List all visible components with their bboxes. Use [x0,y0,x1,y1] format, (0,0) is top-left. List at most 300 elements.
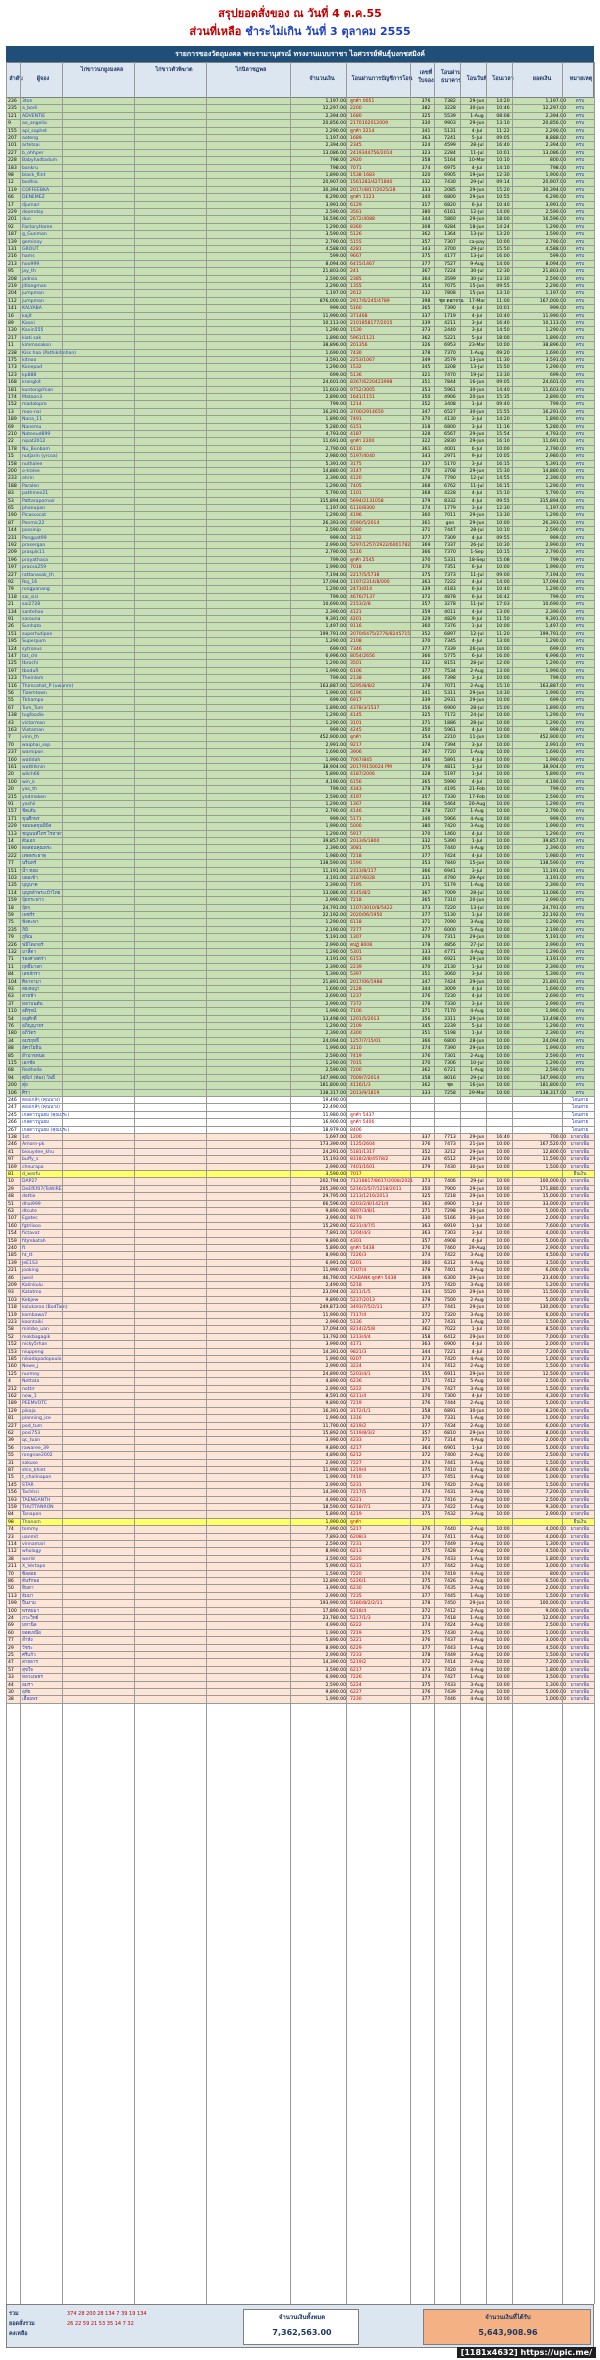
cell-user: jadnsa [22,276,38,282]
cell-d1: 363 [421,1223,431,1229]
cell-d2: ชุด ดอกจาน [439,298,464,304]
cell-st: ครบ [575,284,585,289]
cell-sum: 2,590.00 [325,210,346,215]
cell-user: moo-nai [22,409,41,415]
cell-d1: 371 [421,1209,431,1214]
cell-sum: 5,890.00 [325,1246,346,1251]
cell-amt: 599.00 [549,254,566,260]
table-row [6,1141,594,1148]
cell-d4: 10:00 [496,1542,510,1547]
cell-user: yodmaken [22,794,46,800]
cell-d4: 10:00 [496,802,510,807]
cell-no: 168 [8,380,17,386]
table-row [6,764,594,771]
cell-no: 69 [8,1623,14,1629]
table-row [6,712,594,719]
cell-tr: 9667 [350,254,362,260]
cell-st: ครบ [575,387,585,393]
cell-st: ครบ [575,180,585,186]
cell-d3: 3-Aug [470,1386,484,1392]
cell-d1: 346 [421,816,431,822]
cell-amt: 7,000.00 [545,1334,566,1340]
cell-d2: 7258 [444,1090,456,1096]
cell-d3: 5-Aug [470,927,484,933]
cell-sum: 15,892.00 [322,1431,346,1436]
cell-st: มาอกเพิ่ม [570,1275,590,1281]
cell-user: Roj_16 [22,580,38,585]
table-row [6,120,594,127]
cell-d1: 370 [421,417,431,423]
cell-d3: 29-Jun [469,469,485,474]
cell-sum: 11,603.00 [322,387,346,393]
cell-sum: 12,297.00 [322,106,346,112]
cell-d3: 1-Aug [470,809,484,815]
cell-d1: 378 [421,1268,431,1274]
cell-tr: ลูกค้า 5438 [350,1246,375,1251]
cell-amt: 798.00 [549,165,566,171]
cell-sum: 19,490.00 [322,1098,346,1103]
cell-d1: 371 [421,883,431,889]
cell-d4: 10:00 [496,1253,510,1259]
cell-sum: 1,290.00 [325,831,346,837]
cell-user: sakuso [22,1460,38,1466]
cell-d1: 332 [421,291,431,297]
cell-d4: 10:00 [496,1616,510,1621]
cell-st: ครบ [575,728,585,733]
cell-no: 152 [8,1342,17,1348]
table-row [6,283,594,290]
cell-d3: 6-Jul [471,587,483,593]
cell-d1: 373 [421,1616,431,1621]
cell-d4: 10:00 [496,1608,510,1614]
cell-st: มาอกเพิ่ม [570,1149,590,1155]
table-row [6,1112,594,1119]
cell-no: 112 [8,1549,17,1555]
cell-d3: 29-Jun [469,1157,485,1163]
cell-d4: 10:00 [496,1505,510,1510]
cell-sum: 1,990.00 [325,1009,346,1015]
cell-sum: 1,197.00 [325,506,346,511]
cell-d2: 6312 [444,1260,456,1266]
cell-sum: 8,094.00 [325,261,346,267]
cell-d3: 3-Aug [470,1490,484,1496]
cell-sum: 2,190.00 [325,927,346,933]
cell-d3: 13-Jul [470,254,484,260]
cell-amt: 699.00 [549,372,566,378]
cell-st: ครบ [575,343,585,349]
cell-d1: 365 [421,898,431,904]
cell-d2: 4599 [444,143,456,149]
cell-user: nipat2012 [22,439,46,445]
cell-tr: 3561 [350,210,362,215]
cell-d3: 15-Jun [469,284,485,289]
cell-amt: 38,896.00 [542,343,566,349]
cell-user: อติรุจน์ [22,1009,37,1015]
cell-amt: 11,590.00 [542,1157,566,1163]
table-row [6,394,594,401]
cell-amt: 2,390.00 [545,883,566,889]
cell-st: ครบ [575,1001,585,1007]
cell-d3: 4-Jul [471,779,483,785]
grid-line [290,62,291,2304]
cell-st: มาอกเพิ่ม [570,1579,590,1584]
cell-st: ครบ [575,1024,585,1029]
cell-d3: 3-Jul [471,328,483,334]
cell-no: 227 [8,572,17,578]
cell-sum: 1,890.00 [325,173,346,178]
cell-d1: 339 [421,321,431,326]
cell-d3: 3-Aug [470,1653,484,1658]
cell-tr: 4187/2006 [350,772,375,778]
cell-tr: ลูกค้า 1123 [350,195,375,201]
cell-d3: 4-Jul [471,728,483,733]
cell-sum: 24,291.00 [322,1149,346,1155]
cell-d1: 376 [421,1527,431,1533]
cell-d4: 11:50 [496,617,510,622]
cell-st: ครบ [575,779,585,785]
table-row [6,1008,594,1015]
cell-user: ซิลล่อย [22,1571,37,1577]
cell-user: mimbo_uan [22,1327,49,1333]
cell-st: ครบ [575,306,585,312]
cell-d3: 2-Aug [470,1423,484,1429]
cell-tr: 7410 [350,1475,362,1481]
cell-amt: 2,500.00 [545,1379,566,1385]
cell-tr: 8054/2656 [350,654,375,659]
cell-st: ครบ [575,291,585,297]
cell-d3: 4-Jul [471,165,483,171]
cell-no: 13 [8,409,14,415]
cell-st: มาอกเพิ่ม [570,1209,590,1214]
cell-d3: 4-Aug [470,846,484,852]
cell-user: aoteng [22,136,39,141]
cell-tr: 1367 [350,802,362,807]
cell-sum: 14,390.00 [322,1660,346,1666]
cell-st: มาอกเพิ่ม [570,1349,590,1355]
cell-d2: 7446 [444,1697,456,1703]
cell-st: ครบ [575,261,585,267]
table-row [6,1548,594,1555]
cell-d2: 5539 [444,113,456,119]
cell-amt: 181,800.00 [539,1083,566,1089]
cell-d1: 326 [421,343,431,349]
cell-d3: 28-Jul [470,143,484,149]
cell-user: ht_tt [22,1253,33,1259]
cell-d4: 11:00 [496,298,510,304]
cell-d1: 372 [421,1660,431,1666]
cell-sum: 15,290.00 [322,1223,346,1229]
cell-d4: 10:00 [496,1675,510,1681]
table-row [6,512,594,519]
cell-st: มาอกเพิ่ม [570,1556,590,1562]
cell-d1: 344 [421,987,431,992]
cell-st: มาอกเพิ่ม [570,1135,590,1140]
cell-d3: 29-Jun [469,1016,485,1022]
table-row [6,1504,594,1511]
cell-no: 153 [8,1349,17,1355]
cell-d3: 29-Jun [469,1209,485,1214]
cell-st: มาอกเพิ่ม [570,1416,590,1422]
cell-sum: 8,990.00 [325,1645,346,1651]
cell-d4: 10:00 [496,343,510,349]
cell-d2: 6721 [444,1068,456,1074]
cell-user: pathmex21 [22,491,49,497]
table-row [6,1275,594,1282]
cell-d4: 10:00 [496,1312,510,1318]
cell-no: 104 [8,979,17,985]
cell-st: โอนสาย [571,1120,589,1126]
cell-d2: 7390 [444,306,456,312]
cell-d4: 10:00 [496,1438,510,1444]
table-row [6,261,594,268]
cell-d1: 375 [421,1630,431,1636]
cell-user: prayathasa [22,557,48,563]
cell-no: 4 [8,1379,11,1385]
cell-user: superhutipon [22,631,53,637]
cell-st: มาอกเพิ่ม [570,1305,590,1311]
cell-tr: 7220 [350,1571,362,1577]
cell-d4: 10:00 [496,1556,510,1562]
cell-d3: 28-Jul [470,720,484,726]
cell-d1: 351 [421,1031,431,1037]
cell-user: ล้ำหัง [22,1638,33,1644]
cell-d3: 30-Jun [469,106,485,112]
cell-d1: 371 [421,528,431,534]
cell-amt: 38,904.00 [542,765,566,770]
cell-st: มาอกเพิ่ม [570,1468,590,1473]
cell-d3: 29-Jun [469,1186,485,1192]
cell-tr: 1219/4 [350,1468,367,1473]
cell-user: GROUT [22,247,39,252]
cell-d4: 10:00 [496,1024,510,1029]
cell-sum: 1,197.00 [325,136,346,141]
cell-d4: 11:16 [496,424,510,430]
cell-no: 94 [8,1075,14,1081]
cell-d2: 7320 [444,1312,456,1318]
cell-tr: 2419344756/2014 [350,150,393,156]
cell-amt: 799.00 [549,676,566,682]
cell-user: วัชระ [22,1645,33,1651]
cell-d2: 8332 [444,498,456,504]
cell-no: 86 [8,1579,14,1584]
cell-d3: 29-Jun [469,691,485,696]
cell-st: มาอกเพิ่ม [570,1179,590,1185]
cell-d2: 6900 [444,1342,456,1348]
cell-tr: 8360 [350,224,362,230]
cell-sum: 4,890.00 [325,1453,346,1459]
cell-d1: 361 [421,520,431,526]
cell-amt: 1,500.00 [545,1364,566,1370]
cell-d2: 7401 [444,1268,456,1274]
cell-sum: 1,990.00 [325,1046,346,1052]
cell-no: 10 [8,1179,14,1185]
table-row [6,868,594,875]
cell-amt: 4,000.00 [545,1231,566,1237]
cell-tr: 2672/4088 [350,217,375,223]
cell-sum: 999.00 [329,728,346,733]
cell-st: มาอกเพิ่ม [570,1408,590,1414]
cell-amt: 2,790.00 [545,239,566,245]
cell-d1: 367 [421,750,431,756]
cell-tr: 5136 [350,1320,362,1325]
cell-sum: 5,890.00 [325,1638,346,1644]
cell-d3: 29-Jun [469,432,485,437]
table-row [6,1119,594,1126]
cell-d3: 11-Jul [470,150,484,156]
cell-no: 118 [8,594,17,600]
cell-amt: 2,990.00 [545,543,566,548]
cell-d4: 15:54 [496,432,510,437]
cell-user: Egatec [22,1216,38,1222]
cell-amt: 13,498.00 [542,1016,566,1022]
cell-d4: 10:00 [496,868,510,874]
cell-d3: 10-Mar [468,158,486,164]
cell-user: TAENGANTH [22,1497,51,1503]
cell-sum: 3,191.00 [325,957,346,963]
table-row [6,290,594,297]
cell-sum: 11,191.00 [322,868,346,874]
cell-user: ภวะวิทย์ [22,1616,39,1621]
cell-no: 62 [8,1431,14,1436]
cell-amt: 5,191.00 [545,935,566,941]
table-row [6,979,594,986]
cell-no: 11 [8,343,14,349]
cell-user: ปืนงาม [22,1601,36,1607]
cell-user: black_flint [22,173,46,178]
cell-tr: 4676/7137 [350,594,375,600]
cell-d2: 7844 [444,380,456,386]
cell-user: kiati sak [22,335,42,341]
cell-no: 201 [8,217,17,223]
cell-user: jumpman [22,291,44,297]
cell-sum: 11,990.00 [322,1268,346,1274]
cell-d4: 10:00 [496,720,510,726]
cell-st: ครบ [575,483,585,489]
cell-d1: 337 [421,313,431,319]
cell-user: nutjarin (yrcoa) [22,454,58,460]
table-row [6,1541,594,1548]
cell-d4: 10:00 [496,1349,510,1355]
cell-d1: 375 [421,1468,431,1473]
cell-d3: 1-Jul [471,772,483,778]
cell-d3: 1-Jul [471,964,483,970]
cell-tr: 9752/3005 [350,387,375,393]
cell-tr: 4219 [350,1512,362,1518]
cell-st: มาอกเพิ่ม [570,1164,590,1170]
cell-d2: 7420 [444,1482,456,1488]
cell-no: 29 [8,1186,14,1192]
cell-d2: 7470 [444,372,456,378]
cell-user: sai_sisi [22,594,39,600]
table-row [6,1400,594,1407]
cell-d2: 7309 [444,535,456,541]
cell-user: sytronus [22,646,42,652]
cell-d2: 7390 [444,1046,456,1052]
cell-tr: 1107/3010/8/5422 [350,905,393,911]
cell-d2: 7022 [444,1327,456,1333]
table-row [6,1526,594,1533]
cell-d2: 7412 [444,1364,456,1370]
cell-user: jay_th [22,269,36,275]
cell-st: มาอกเพิ่ม [570,1394,590,1399]
table-row [6,816,594,823]
cell-user: ภิมิ [22,927,29,933]
cell-amt: 4,588.00 [545,247,566,252]
cell-d3: 1-Aug [470,1468,484,1473]
cell-no: 16 [8,313,14,319]
cell-no: 70 [8,742,14,748]
cell-no: 197 [8,668,17,674]
table-row [6,1371,594,1378]
cell-d2: 7430 [444,1164,456,1170]
cell-user: Kiss haa (Pathikitinhan) [22,350,77,356]
cell-tr: 1355 [350,284,362,289]
cell-amt: 4,500.00 [545,1253,566,1259]
cell-d2: 5464 [444,802,456,807]
cell-st: ครบ [575,1090,585,1096]
cell-d2: 3212 [444,1149,456,1155]
cell-user: Pattarapornair [22,498,55,504]
cell-user: สองพญา [22,987,40,992]
cell-d4: 10:00 [496,239,510,245]
cell-d2: 7441 [444,1305,456,1311]
cell-d4: 14:30 [496,691,510,696]
cell-amt: 1,290.00 [545,365,566,371]
cell-user: ตุ๋ย [22,1083,28,1089]
cell-sum: 11,691.00 [322,439,346,445]
cell-d2: 2239 [444,1024,456,1029]
cell-no: 125 [8,661,17,667]
cell-d3: 4-Aug [470,1009,484,1015]
received-amount-label: จำนวนเงินที่ได้รับ [485,2314,531,2321]
cell-amt: 5,280.00 [545,424,566,430]
cell-st: มาอกเพิ่ม [570,1260,590,1266]
cell-tr: 7117/4 [350,1312,367,1318]
table-row [6,912,594,919]
table-row [6,1267,594,1274]
cell-amt: 1,197.00 [545,291,566,297]
table-row [6,1608,594,1615]
cell-d1: 345 [421,365,431,371]
cell-d4: 10:00 [496,1238,510,1244]
cell-no: 43 [8,720,14,726]
cell-sum: 23,780.00 [322,1616,346,1621]
cell-user: Tkhampo [22,698,44,704]
cell-st: มาอกเพิ่ม [570,1186,590,1192]
cell-d4: 10:00 [496,1490,510,1496]
cell-no: 53 [8,498,14,504]
table-row [6,727,594,734]
cell-d1: 363 [421,1342,431,1348]
cell-tr: 4120 [350,476,362,482]
cell-sum: 22,192.00 [322,913,346,918]
cell-d4: 14:00 [496,261,510,267]
cell-no: 181 [8,387,17,393]
table-row [6,1030,594,1037]
cell-user: kolukaroo (BodTam) [22,1305,68,1311]
cell-no: 93 [8,987,14,992]
cell-d2: 7414 [444,1660,456,1666]
cell-tr: 1197/2314/8/000 [350,580,390,585]
cell-d2: 4130 [444,417,456,423]
cell-no: 216 [8,254,17,260]
cell-user: Matoon3 [22,395,43,400]
cell-d3: 3-Jul [471,506,483,511]
cell-no: 47 [8,1660,14,1666]
cell-st: ครบ [575,1061,585,1066]
cell-st: ครบ [575,698,585,704]
grid-line [460,62,461,2304]
